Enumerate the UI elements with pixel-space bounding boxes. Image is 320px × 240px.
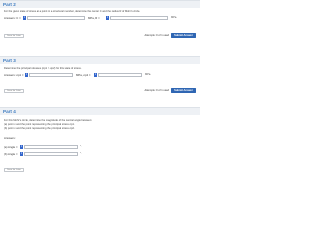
sigma-p1-input[interactable] (29, 73, 73, 77)
part-3-answer-label: Answers: σp1 = (4, 73, 24, 77)
part-3-submit-button[interactable]: Submit Answer (171, 88, 196, 93)
sigma-p2-input[interactable] (98, 73, 142, 77)
save-for-later-button[interactable]: Save for Later (4, 34, 24, 38)
part-2-answer-label: Answers: C = (4, 16, 21, 20)
part-3-header (0, 56, 200, 64)
part-2-header (0, 0, 200, 8)
part-2-r-label: MPa, R = (88, 16, 100, 20)
part-4-description-1: For this Mohr's circle, determine the magnitude of the central angle between: (4, 119, 93, 122)
info-icon[interactable]: i (26, 73, 27, 76)
part-2-submit-button[interactable]: Submit Answer (171, 33, 196, 38)
part-3-unit: MPa. (145, 73, 152, 76)
part-3-title: Part 3 (3, 58, 16, 63)
angle-a-input[interactable] (24, 145, 78, 149)
save-for-later-button[interactable]: Save for Later (4, 168, 24, 172)
part-3-p2-label: MPa, σp2 = (76, 73, 91, 77)
part-2-attempts: Attempts: 0 of 1 used (144, 34, 169, 37)
part-4-b-label: (b) Angle = (4, 152, 18, 156)
part-4-answers-label: Answers: (4, 136, 16, 140)
part-2-unit: MPa. (171, 16, 178, 19)
radius-r-input[interactable] (110, 16, 168, 20)
part-4-description-3: (b) point x and the point representing the principal stress σp2. (4, 127, 75, 130)
center-c-input[interactable] (27, 16, 85, 20)
part-4-b-unit: °. (80, 152, 82, 155)
info-icon[interactable]: i (21, 145, 22, 148)
part-4-header (0, 107, 200, 115)
info-icon[interactable]: i (95, 73, 96, 76)
part-3-description: Determine the principal stresses (σp1 > σp2) for this state of stress. (4, 67, 82, 70)
angle-b-input[interactable] (24, 152, 78, 156)
part-4-title: Part 4 (3, 109, 16, 114)
part-4-a-unit: °. (80, 145, 82, 148)
info-icon[interactable]: i (21, 152, 22, 155)
part-4-a-label: (a) Angle = (4, 145, 18, 149)
part-2-description: For the given state of stress at a point in a structural member, determine the center C and the radius R of Mohr's circle. (4, 10, 141, 13)
part-3-attempts: Attempts: 0 of 1 used (144, 89, 169, 92)
part-4-description-2: (a) point x and the point representing the principal stress σp1. (4, 123, 75, 126)
info-icon[interactable]: i (107, 16, 108, 19)
info-icon[interactable]: i (24, 16, 25, 19)
save-for-later-button[interactable]: Save for Later (4, 89, 24, 93)
part-2-title: Part 2 (3, 2, 16, 7)
